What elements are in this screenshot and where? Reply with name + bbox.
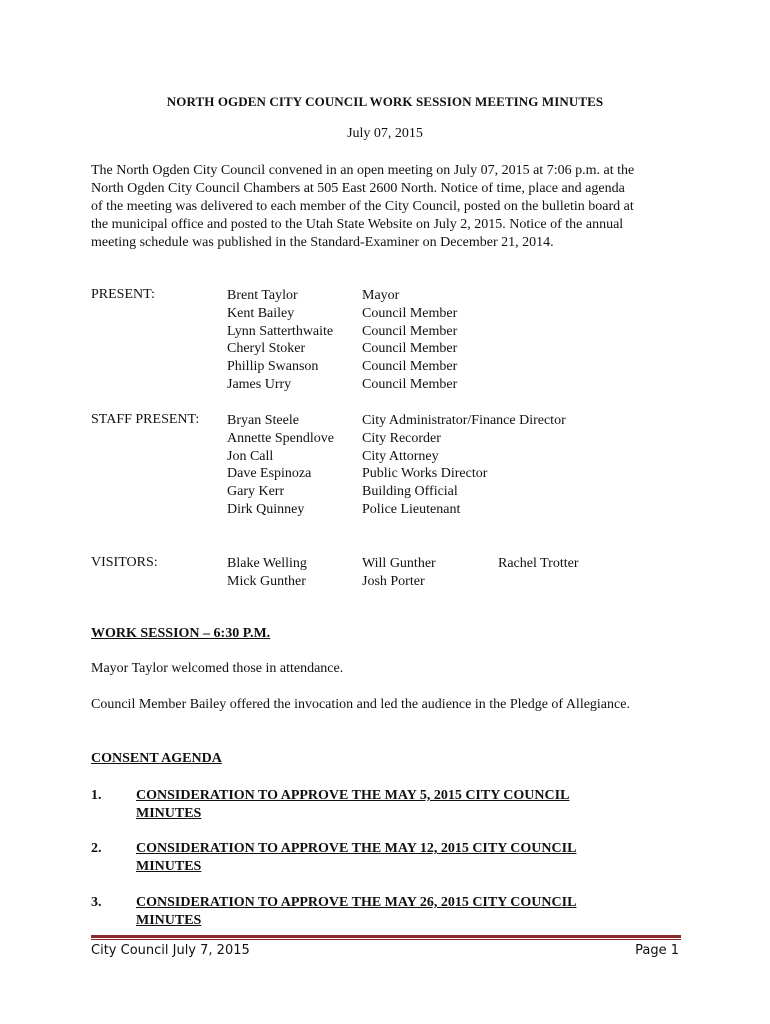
- attendee-name: Phillip Swanson: [227, 359, 319, 375]
- staff-names: [227, 412, 334, 519]
- agenda-item-title: [136, 894, 576, 930]
- staff-label: STAFF PRESENT:: [91, 412, 200, 427]
- staff-name: Jon Call: [227, 448, 274, 464]
- intro-line: meeting schedule was published in the Standard-Examiner on December 21, 2014.: [91, 235, 554, 250]
- agenda-item-line: CONSIDERATION TO APPROVE THE MAY 12, 2015 CITY COUNCIL: [136, 841, 577, 856]
- meeting-date: July 07, 2015: [347, 126, 423, 141]
- staff-role: City Recorder: [362, 430, 441, 446]
- attendee-name: Lynn Satterthwaite: [227, 323, 334, 339]
- visitors-col-2: [362, 555, 436, 591]
- visitors-col-3: [498, 555, 579, 573]
- staff-name: Gary Kerr: [227, 484, 285, 500]
- intro-line: the municipal office and posted to the Utah State Website on July 2, 2015. Notice of the annual: [91, 217, 624, 232]
- agenda-item-line: MINUTES: [136, 859, 202, 874]
- staff-name: Dave Espinoza: [227, 466, 312, 482]
- staff-name: Dirk Quinney: [227, 501, 305, 517]
- agenda-item-line: MINUTES: [136, 806, 202, 821]
- invocation-paragraph: Council Member Bailey offered the invocation and led the audience in the Pledge of Allegiance.: [91, 697, 630, 712]
- staff-name: Annette Spendlove: [227, 430, 334, 446]
- staff-role: City Attorney: [362, 448, 439, 464]
- document-title: NORTH OGDEN CITY COUNCIL WORK SESSION MEETING MINUTES: [166, 94, 604, 109]
- agenda-item-number: 3.: [91, 895, 102, 910]
- attendee-role: Council Member: [362, 323, 458, 339]
- attendee-name: Cheryl Stoker: [227, 341, 306, 357]
- intro-paragraph: [91, 162, 683, 252]
- staff-roles: [362, 412, 566, 519]
- visitor-name: Mick Gunther: [227, 573, 306, 589]
- staff-role: Police Lieutenant: [362, 501, 461, 517]
- staff-role: City Administrator/Finance Director: [362, 413, 566, 428]
- attendee-role: Council Member: [362, 376, 458, 392]
- visitor-name: Josh Porter: [362, 573, 425, 589]
- footer-title: City Council July 7, 2015: [91, 943, 250, 958]
- visitor-name: Blake Welling: [227, 556, 307, 571]
- attendee-role: Council Member: [362, 341, 458, 357]
- attendee-role: Council Member: [362, 305, 458, 321]
- agenda-item-title: [136, 840, 576, 876]
- visitor-name: Rachel Trotter: [498, 556, 579, 571]
- agenda-item-number: 1.: [91, 788, 102, 803]
- welcome-paragraph: Mayor Taylor welcomed those in attendance.: [91, 661, 344, 676]
- work-session-heading: WORK SESSION – 6:30 P.M.: [91, 626, 271, 641]
- visitor-name: Will Gunther: [362, 556, 436, 571]
- present-roles: [362, 287, 457, 394]
- intro-line: North Ogden City Council Chambers at 505 East 2600 North. Notice of time, place and agenda: [91, 181, 625, 196]
- visitors-col-1: [227, 555, 307, 591]
- footer-rule-thin: [91, 939, 681, 940]
- footer-rule: [91, 935, 681, 938]
- attendee-role: Mayor: [362, 288, 400, 303]
- attendee-name: Brent Taylor: [227, 288, 298, 303]
- present-names: [227, 287, 333, 394]
- attendee-role: Council Member: [362, 359, 458, 375]
- staff-name: Bryan Steele: [227, 413, 299, 428]
- staff-role: Building Official: [362, 484, 458, 500]
- intro-line: of the meeting was delivered to each member of the City Council, posted on the bulletin board at: [91, 199, 634, 214]
- agenda-item-title: [136, 787, 569, 823]
- intro-line: The North Ogden City Council convened in an open meeting on July 07, 2015 at 7:06 p.m. at the: [91, 163, 635, 178]
- attendee-name: Kent Bailey: [227, 305, 295, 321]
- agenda-item-number: 2.: [91, 841, 102, 856]
- agenda-item-line: CONSIDERATION TO APPROVE THE MAY 26, 2015 CITY COUNCIL: [136, 895, 577, 910]
- attendee-name: James Urry: [227, 376, 292, 392]
- page-number: Page 1: [635, 943, 679, 958]
- consent-agenda-heading: CONSENT AGENDA: [91, 751, 222, 766]
- agenda-item-line: CONSIDERATION TO APPROVE THE MAY 5, 2015 CITY COUNCIL: [136, 788, 570, 803]
- visitors-label: VISITORS:: [91, 555, 158, 570]
- agenda-item-line: MINUTES: [136, 913, 202, 928]
- staff-role: Public Works Director: [362, 466, 488, 482]
- present-label: PRESENT:: [91, 287, 155, 302]
